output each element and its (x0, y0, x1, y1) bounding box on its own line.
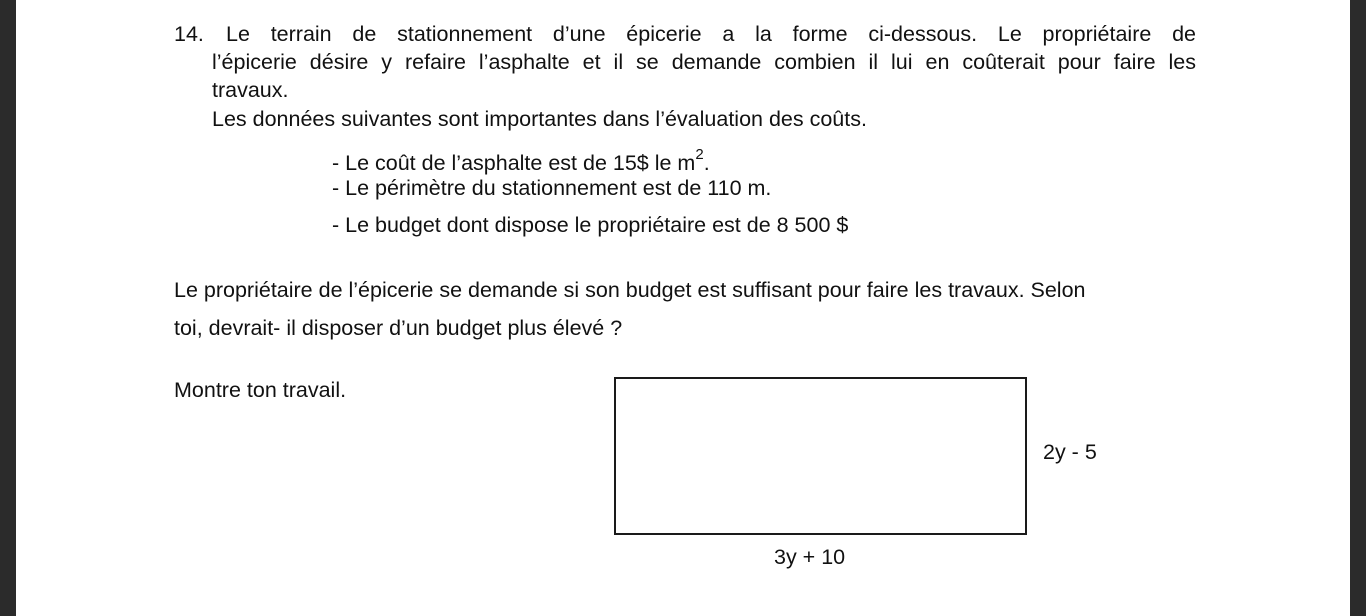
question-line-2: toi, devrait- il disposer d’un budget plus élevé ? (174, 316, 623, 340)
document-page (16, 0, 1350, 616)
given-cost-end: . (703, 151, 710, 175)
given-cost-exponent: 2 (695, 146, 704, 163)
intro-line-1: Le terrain de stationnement d’une épicerie a la forme ci-dessous. Le propriétaire de (226, 22, 1196, 46)
intro-line-2: l’épicerie désire y refaire l’asphalte et il se demande combien il lui en coûterait pour faire les (212, 50, 1196, 74)
given-perimeter: - Le périmètre du stationnement est de 110 m. (332, 176, 772, 200)
parking-lot-rectangle (614, 377, 1027, 535)
question-number: 14. (174, 22, 204, 46)
given-budget: - Le budget dont dispose le propriétaire est de 8 500 $ (332, 213, 849, 237)
question-line-1: Le propriétaire de l’épicerie se demande si son budget est suffisant pour faire les travaux. Selon (174, 278, 1086, 302)
intro-line-3: travaux. (212, 78, 289, 102)
viewer-right-edge (1350, 0, 1366, 616)
data-intro: Les données suivantes sont importantes dans l’évaluation des coûts. (212, 107, 867, 131)
given-cost (332, 146, 710, 175)
bottom-dimension-label: 3y + 10 (774, 545, 846, 569)
side-dimension-label: 2y - 5 (1043, 440, 1097, 464)
instruction: Montre ton travail. (174, 378, 347, 402)
viewer-left-edge (0, 0, 16, 616)
given-cost-text: - Le coût de l’asphalte est de 15$ le m (332, 151, 696, 175)
